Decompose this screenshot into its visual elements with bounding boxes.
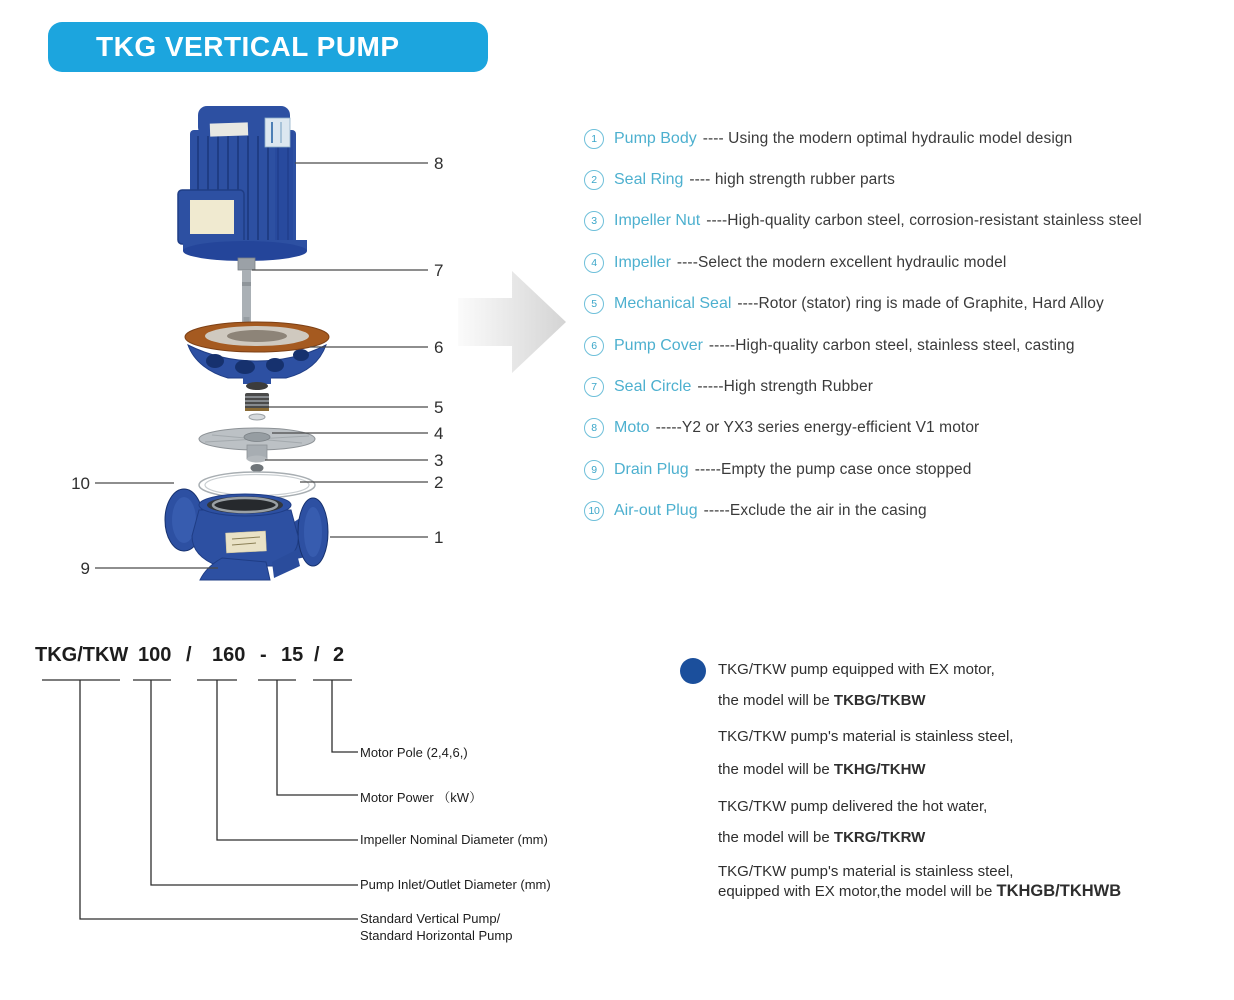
part-name: Air-out Plug	[614, 502, 698, 520]
model-label-impeller: Impeller Nominal Diameter (mm)	[360, 832, 548, 847]
note-line-4	[718, 761, 926, 778]
callout-number-10: 10	[71, 474, 90, 493]
model-label-series-1: Standard Vertical Pump/	[360, 911, 501, 926]
part-number-badge: 8	[584, 418, 604, 438]
note-line-7	[718, 863, 1013, 880]
pump-cover	[185, 322, 329, 384]
note-text: TKG/TKW pump's material is stainless steel,	[718, 728, 1014, 745]
callout-number-3: 3	[434, 451, 444, 470]
impeller-nut	[251, 464, 264, 472]
callout-number-9: 9	[80, 559, 90, 578]
part-number-badge: 6	[584, 336, 604, 356]
part-number-badge: 5	[584, 294, 604, 314]
part-name: Impeller	[614, 253, 671, 271]
page-title: TKG VERTICAL PUMP	[96, 31, 400, 62]
note-text: the model will be	[718, 692, 834, 709]
part-description: ----Select the modern excellent hydraulic model	[676, 253, 1007, 271]
part-description: -----High-quality carbon steel, stainless steel, casting	[708, 336, 1075, 354]
note-line-1	[718, 661, 995, 678]
callout-number-6: 6	[434, 338, 444, 357]
part-row-2	[584, 159, 1234, 200]
part-row-1	[584, 118, 1234, 159]
part-row-10	[584, 491, 1234, 532]
callout-number-1: 1	[434, 528, 444, 547]
mechanical-seal	[245, 382, 269, 420]
note-line-8	[718, 882, 1121, 901]
pump-shaft	[238, 258, 255, 325]
parts-list	[584, 118, 1234, 532]
part-description: -----Empty the pump case once stopped	[694, 460, 972, 478]
part-row-4	[584, 242, 1234, 283]
note-bullet-icon	[680, 658, 706, 684]
part-number-badge: 2	[584, 170, 604, 190]
part-name: Seal Circle	[614, 378, 692, 396]
note-line-3	[718, 728, 1013, 745]
model-code-impeller: 160	[212, 644, 246, 666]
part-row-7	[584, 366, 1234, 407]
part-description: ---- high strength rubber parts	[689, 171, 895, 189]
part-row-6	[584, 325, 1234, 366]
model-code-series: TKG/TKW	[35, 644, 129, 666]
note-model: TKHG/TKHW	[833, 761, 926, 778]
part-name: Pump Body	[614, 129, 697, 147]
part-name: Moto	[614, 419, 650, 437]
part-description: -----Exclude the air in the casing	[703, 502, 927, 520]
part-name: Mechanical Seal	[614, 295, 732, 313]
model-label-power: Motor Power （kW）	[360, 790, 483, 805]
model-label-pole: Motor Pole (2,4,6,)	[360, 745, 468, 760]
part-name: Impeller Nut	[614, 212, 701, 230]
part-name: Pump Cover	[614, 336, 703, 354]
model-code-sep2: -	[260, 644, 267, 666]
note-model: TKHGB/TKHWB	[996, 882, 1122, 900]
model-code-pole: 2	[333, 644, 345, 666]
note-line-6	[718, 829, 925, 846]
model-code-sep3: /	[314, 644, 320, 666]
note-text: TKG/TKW pump's material is stainless steel,	[718, 863, 1014, 880]
pump-exploded-illustration	[60, 90, 480, 610]
header-banner	[48, 22, 488, 72]
part-number-badge: 4	[584, 253, 604, 273]
model-code-inlet: 100	[138, 644, 172, 666]
pump-motor	[178, 106, 307, 261]
part-number-badge: 1	[584, 129, 604, 149]
note-line-2	[718, 692, 926, 709]
part-row-5	[584, 284, 1234, 325]
note-model: TKBG/TKBW	[833, 692, 926, 709]
part-name: Drain Plug	[614, 460, 689, 478]
part-description: -----High strength Rubber	[697, 378, 874, 396]
part-number-badge: 3	[584, 211, 604, 231]
part-description: ----Rotor (stator) ring is made of Graphite, Hard Alloy	[737, 295, 1104, 313]
flow-arrow-icon	[458, 268, 570, 378]
note-text: TKG/TKW pump equipped with EX motor,	[718, 661, 995, 678]
part-description: -----Y2 or YX3 series energy-efficient V1 motor	[655, 419, 980, 437]
part-number-badge: 10	[584, 501, 604, 521]
model-label-inlet: Pump Inlet/Outlet Diameter (mm)	[360, 877, 551, 892]
part-row-3	[584, 201, 1234, 242]
model-code-power: 15	[281, 644, 304, 666]
note-line-5	[718, 798, 987, 815]
callout-number-4: 4	[434, 424, 444, 443]
pump-body	[165, 489, 328, 580]
part-description: ----High-quality carbon steel, corrosion-resistant stainless steel	[706, 212, 1142, 230]
part-number-badge: 7	[584, 377, 604, 397]
callout-number-5: 5	[434, 398, 444, 417]
note-text: the model will be	[718, 761, 834, 778]
callout-number-7: 7	[434, 261, 444, 280]
part-row-8	[584, 408, 1234, 449]
callout-number-2: 2	[434, 473, 444, 492]
part-description: ---- Using the modern optimal hydraulic model design	[702, 129, 1073, 147]
note-text: TKG/TKW pump delivered the hot water,	[718, 798, 988, 815]
model-label-series-2: Standard Horizontal Pump	[360, 928, 513, 943]
note-text: the model will be	[718, 829, 834, 846]
callout-number-8: 8	[434, 154, 444, 173]
note-model: TKRG/TKRW	[833, 829, 926, 846]
model-code-sep1: /	[186, 644, 192, 666]
part-name: Seal Ring	[614, 171, 684, 189]
part-number-badge: 9	[584, 460, 604, 480]
part-row-9	[584, 449, 1234, 490]
note-text: equipped with EX motor,the model will be	[718, 883, 997, 900]
